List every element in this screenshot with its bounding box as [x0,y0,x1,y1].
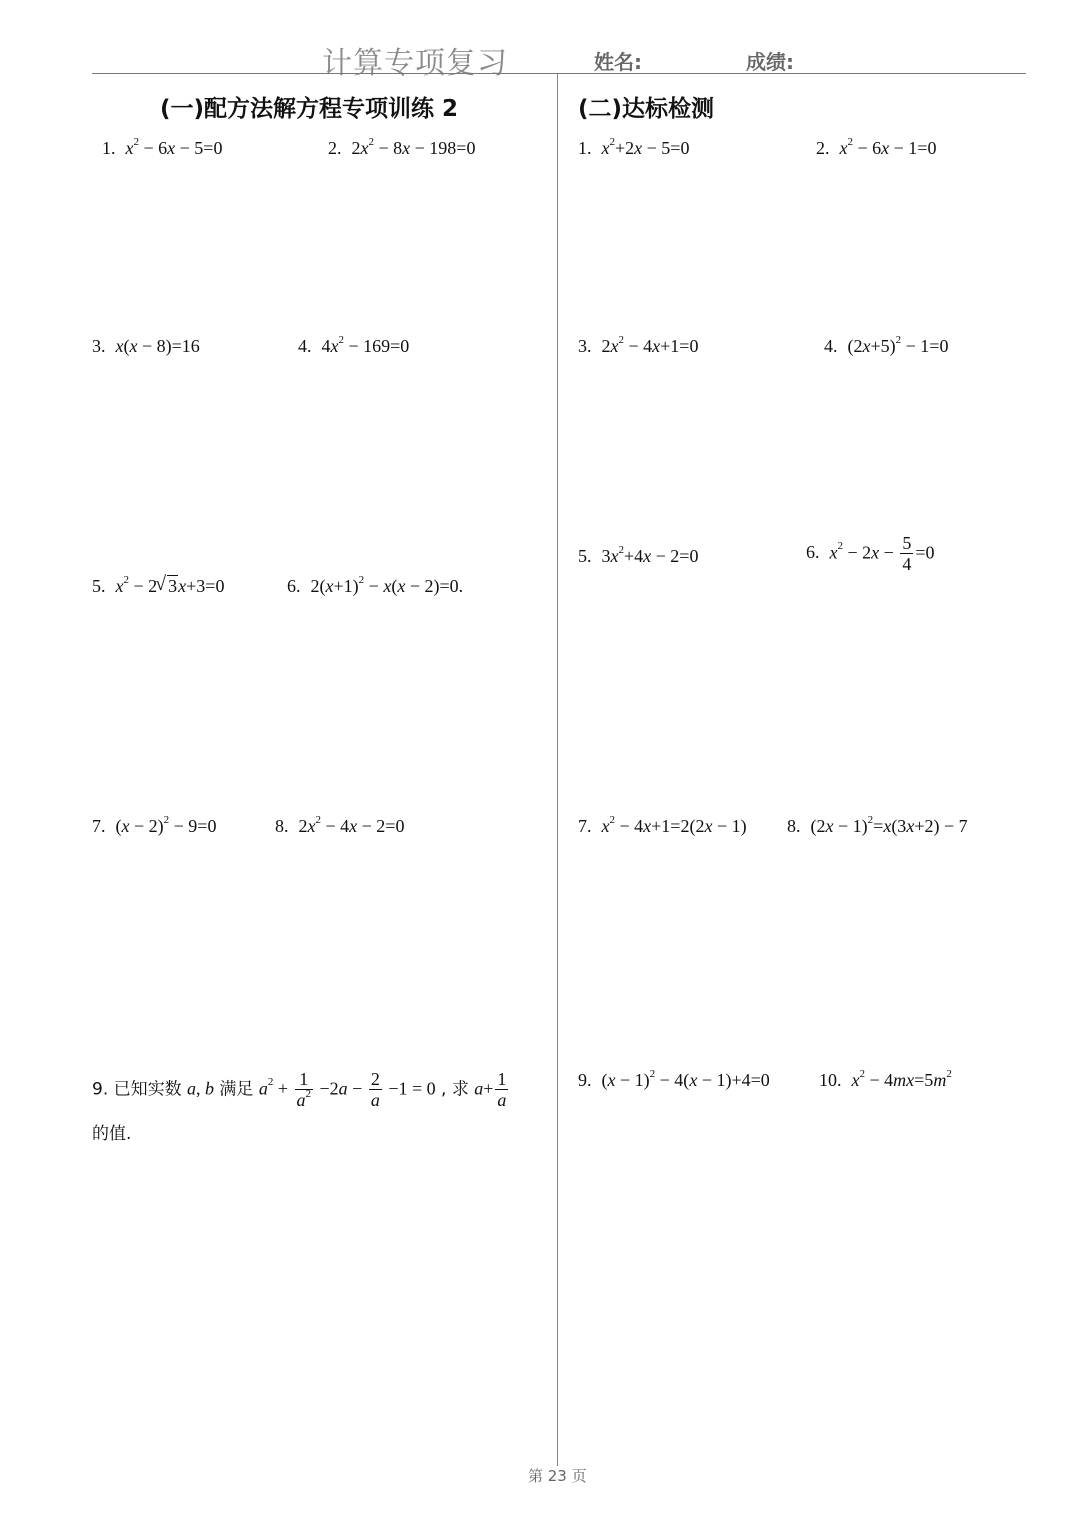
right-problem-5: 5. $3x^2+4x - 2=0$ [578,544,699,566]
left-section-title: (一)配方法解方程专项训练 2 [160,96,459,122]
right-problem-9: 9. $(x - 1)^2 - 4(x - 1)+4=0$ [578,1068,770,1090]
right-problem-6: 6. $x^2 - 2x$ − $\frac{5}{4}$ =0 [806,533,935,574]
left-problem-9: 9. 已知实数 a, b 满足 $a^2$ + $\frac{1}{a^2}$ −2a − $\frac{2}{a}$ −1 = 0 , 求 a+ $\frac{1}{a}$ [92,1069,507,1110]
right-problem-3: 3. $2x^2 - 4x+1=0$ [578,334,699,356]
name-label: 姓名: [594,50,642,74]
right-problem-10: 10. $x^2 - 4mx=5m^2$ [819,1068,952,1090]
page-number: 第 23 页 [528,1467,587,1485]
header-divider [92,73,1026,74]
right-problem-4: 4. $(2x+5)^2 - 1=0$ [824,334,949,356]
right-problem-7: 7. $x^2 - 4x+1=2(2x - 1)$ [578,814,747,836]
score-label: 成绩: [746,50,794,74]
right-problem-2: 2. $x^2 - 6x - 1=0$ [816,136,937,158]
column-divider [557,74,558,1466]
left-problem-6: 6. $2(x+1)^2 - x(x - 2)=0$. [287,574,464,596]
left-problem-1: 1. $x^2 - 6x - 5=0$ [102,136,223,158]
right-problem-8: 8. $(2x - 1)^2=x(3x+2) - 7$ [787,814,968,836]
right-problem-1: 1. $x^2+2x - 5=0$ [578,136,690,158]
left-problem-5: 5. $x^2 - 2√$ 3x+3=0 [92,577,224,595]
left-problem-2: 2. $2x^2 - 8x - 198=0$ [328,136,476,158]
page-title: 计算专项复习 [322,46,508,81]
right-section-title: (二)达标检测 [578,96,715,122]
left-problem-8: 8. $2x^2 - 4x - 2=0$ [275,814,405,836]
left-problem-4: 4. $4x^2 - 169=0$ [298,334,410,356]
left-problem-7: 7. $(x - 2)^2 - 9=0$ [92,814,217,836]
left-problem-9-tail: 的值. [92,1124,132,1144]
left-problem-3: 3. x(x − 8)=16 [92,336,200,356]
